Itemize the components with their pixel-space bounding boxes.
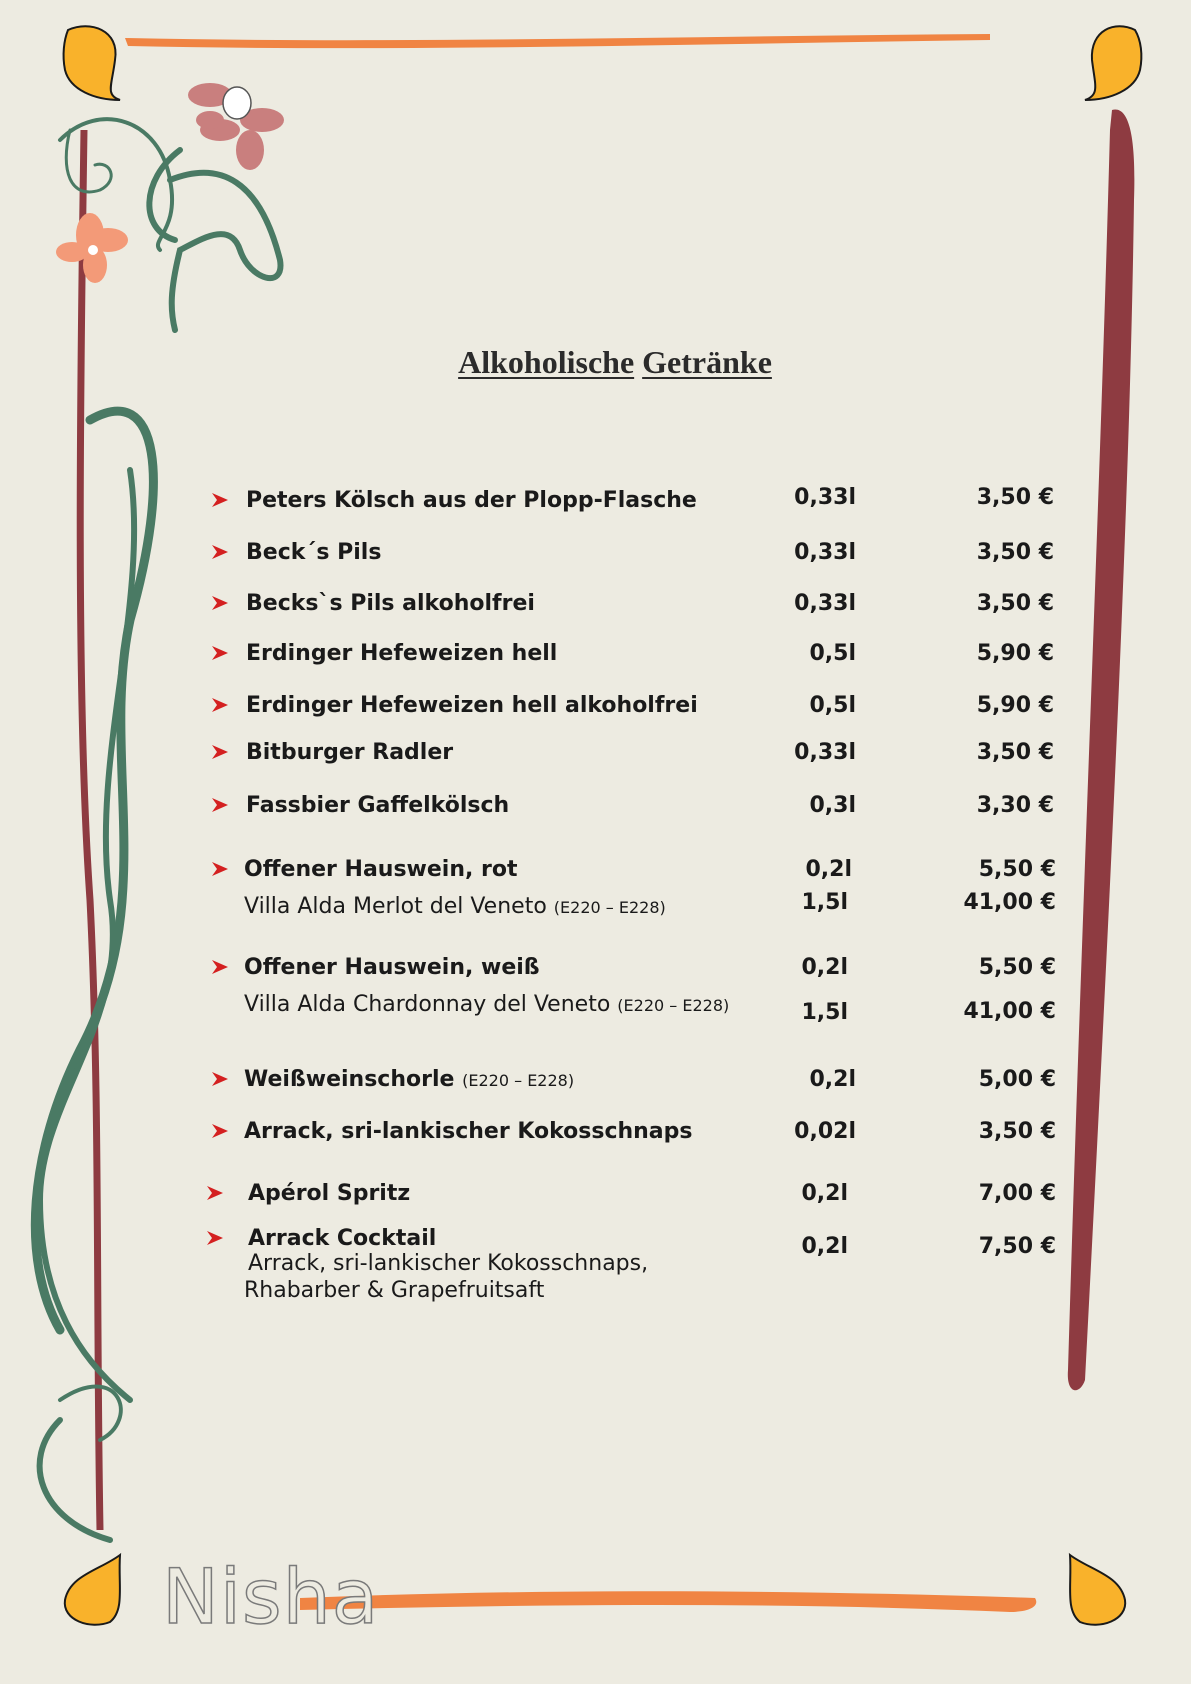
sub-text: Villa Alda Chardonnay del Veneto (244, 992, 611, 1017)
arrow-bullet-icon (210, 1121, 230, 1141)
item-volume: 0,2l (801, 1181, 848, 1206)
arrow-bullet-icon (210, 695, 230, 715)
menu-item (0, 693, 1191, 733)
menu-item (0, 955, 1191, 1025)
item-subline (244, 992, 729, 1017)
menu-item (0, 540, 1191, 580)
item-name: Offener Hauswein, weiß (244, 955, 540, 980)
additive-note: (E220 – E228) (553, 898, 666, 917)
flower-left (56, 213, 128, 283)
item-name: Becks`s Pils alkoholfrei (246, 591, 535, 616)
item-sub-price: 41,00 € (963, 999, 1056, 1024)
menu-item (0, 485, 1191, 528)
item-volume: 0,33l (794, 740, 856, 765)
additive-note: (E220 – E228) (617, 996, 730, 1015)
item-price: 5,50 € (978, 955, 1056, 980)
item-volume: 0,3l (809, 793, 856, 818)
item-sub-volume: 1,5l (801, 890, 848, 915)
arrow-bullet-icon (205, 1183, 225, 1203)
item-price: 3,50 € (976, 485, 1054, 510)
item-name: Offener Hauswein, rot (244, 857, 518, 882)
arrow-bullet-icon (210, 742, 230, 762)
item-subline (244, 894, 666, 919)
item-name: Erdinger Hefeweizen hell (246, 641, 558, 666)
arrow-bullet-icon (205, 1228, 225, 1248)
item-price: 3,50 € (976, 540, 1054, 565)
arrow-bullet-icon (210, 542, 230, 562)
arrow-bullet-icon (210, 957, 230, 977)
item-name: Beck´s Pils (246, 540, 382, 565)
item-price: 3,50 € (978, 1119, 1056, 1144)
item-name: Fassbier Gaffelkölsch (246, 793, 510, 818)
item-description-line-1: Arrack, sri-lankischer Kokosschnaps, (248, 1251, 649, 1276)
item-volume: 0,2l (801, 1234, 848, 1259)
item-description-line-2: Rhabarber & Grapefruitsaft (244, 1278, 545, 1303)
item-volume: 0,5l (809, 693, 856, 718)
title-word-1: Alkoholische (458, 344, 635, 380)
top-brush-stroke (125, 34, 990, 48)
page-title (0, 344, 1191, 381)
item-name: Arrack, sri-lankischer Kokosschnaps (244, 1119, 693, 1144)
sub-text: Villa Alda Merlot del Veneto (244, 894, 547, 919)
item-volume: 0,2l (801, 955, 848, 980)
title-word-2: Getränke (642, 344, 772, 380)
item-sub-price: 41,00 € (963, 890, 1056, 915)
item-volume: 0,33l (794, 540, 856, 565)
item-name: Peters Kölsch aus der Plopp-Flasche (246, 488, 697, 513)
item-price: 5,90 € (976, 641, 1054, 666)
item-name: Bitburger Radler (246, 740, 454, 765)
item-price: 5,50 € (978, 857, 1056, 882)
item-volume: 0,2l (809, 1067, 856, 1092)
arrow-bullet-icon (210, 1069, 230, 1089)
item-name: Arrack Cocktail (248, 1226, 437, 1251)
item-price: 5,00 € (978, 1067, 1056, 1092)
item-name-text: Weißweinschorle (244, 1067, 455, 1092)
item-price: 5,90 € (976, 693, 1054, 718)
item-volume: 0,2l (805, 857, 852, 882)
item-price: 3,50 € (976, 591, 1054, 616)
item-volume: 0,02l (794, 1119, 856, 1144)
bottom-brush-stroke (300, 1591, 1036, 1612)
additive-note: (E220 – E228) (462, 1071, 575, 1090)
item-sub-volume: 1,5l (801, 1000, 848, 1025)
arrow-bullet-icon (210, 593, 230, 613)
arrow-bullet-icon (210, 859, 230, 879)
arrow-bullet-icon (210, 490, 230, 510)
item-name: Apérol Spritz (248, 1181, 411, 1206)
item-volume: 0,5l (809, 641, 856, 666)
menu-item (0, 591, 1191, 631)
item-name (244, 1067, 574, 1092)
menu-item (0, 740, 1191, 780)
item-name: Erdinger Hefeweizen hell alkoholfrei (246, 693, 698, 718)
menu-item (0, 1181, 1191, 1221)
menu-item (0, 1067, 1191, 1107)
item-price: 7,00 € (978, 1181, 1056, 1206)
menu-item (0, 641, 1191, 681)
item-price: 7,50 € (978, 1234, 1056, 1259)
item-volume: 0,33l (794, 591, 856, 616)
item-price: 3,30 € (976, 793, 1054, 818)
menu-item (0, 793, 1191, 833)
item-price: 3,50 € (976, 740, 1054, 765)
menu-item (0, 857, 1191, 927)
arrow-bullet-icon (210, 795, 230, 815)
arrow-bullet-icon (210, 643, 230, 663)
item-volume: 0,33l (794, 485, 856, 510)
menu-item (0, 1226, 1191, 1306)
restaurant-logo: Nisha (162, 1552, 380, 1641)
menu-item (0, 1119, 1191, 1159)
flower-top (188, 83, 284, 170)
